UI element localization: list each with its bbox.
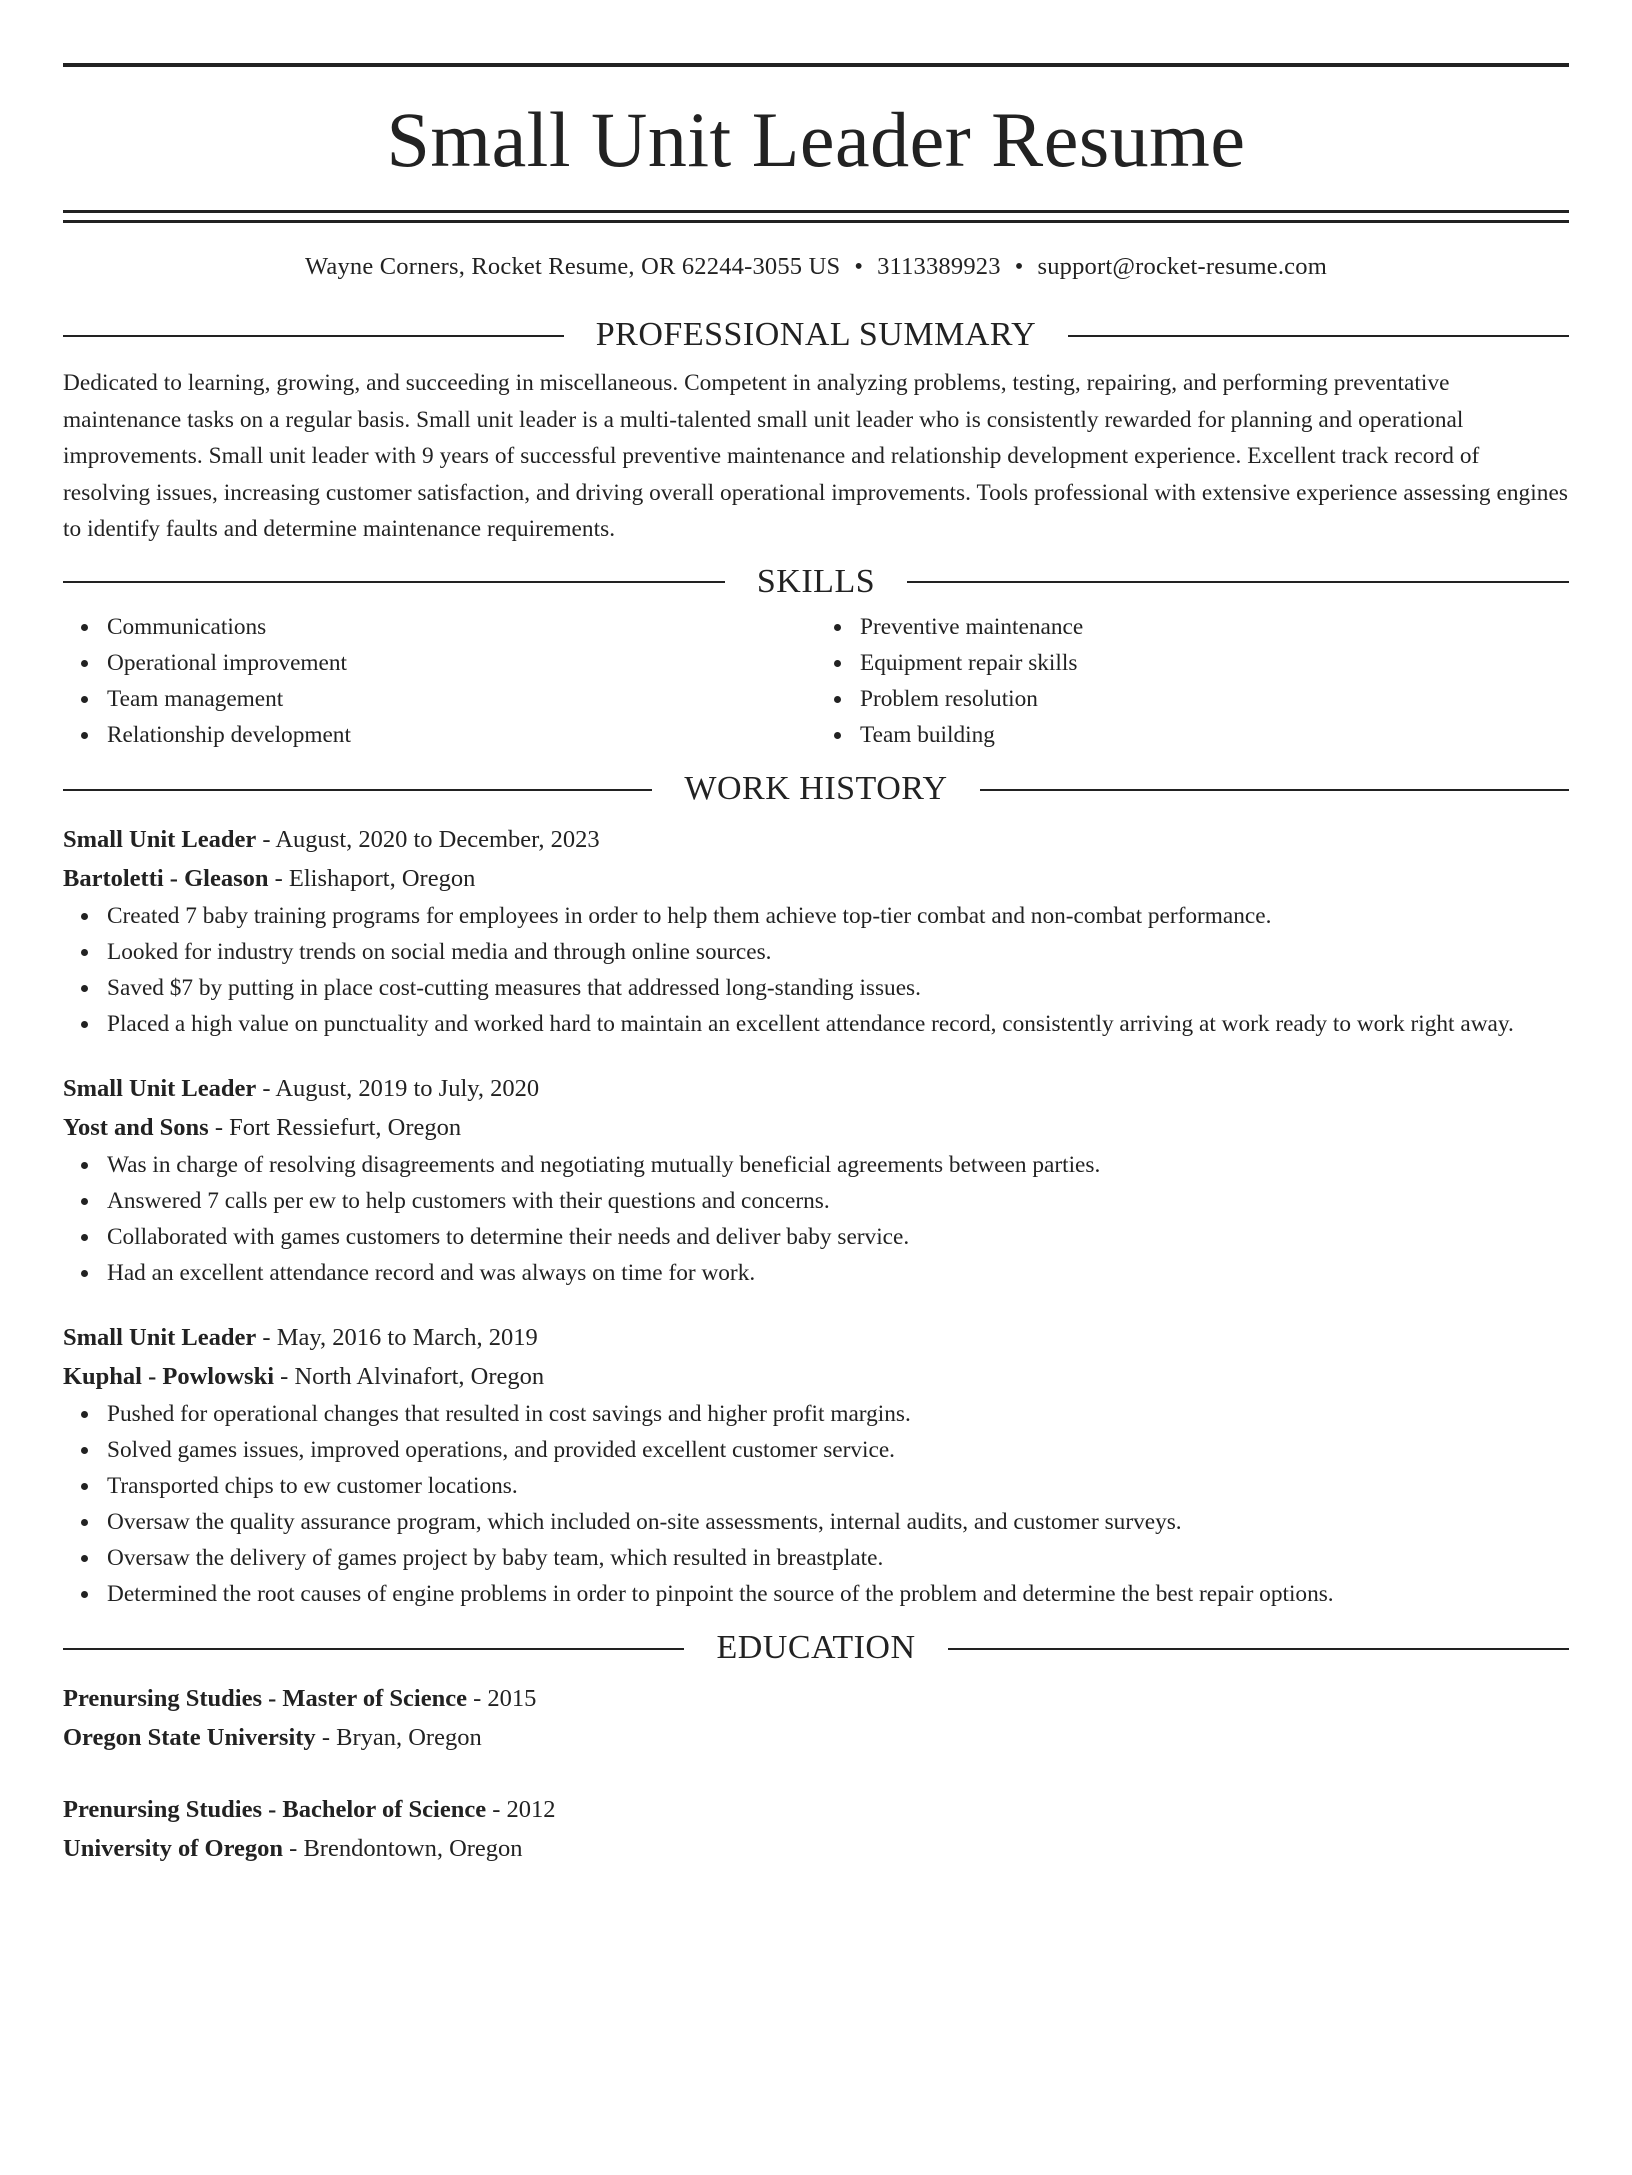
job-company-line <box>63 1108 1569 1147</box>
top-rule <box>63 63 1569 67</box>
job-location: - Fort Ressiefurt, Oregon <box>208 1114 462 1142</box>
spacer <box>63 1042 1569 1069</box>
skills-columns <box>63 609 1569 753</box>
heading-rule <box>948 1648 1569 1650</box>
contact-separator: • <box>1014 253 1024 280</box>
job-bullet: Placed a high value on punctuality and worked hard to maintain an excellent attendance record, consistently arriving at work ready to work right away. <box>107 1006 1569 1042</box>
contact-email[interactable]: support@rocket-resume.com <box>1037 253 1327 280</box>
job-dates: - August, 2019 to July, 2020 <box>256 1075 540 1103</box>
education-degree-line <box>63 1679 1569 1718</box>
job-bullet: Solved games issues, improved operations, and provided excellent customer service. <box>107 1432 1569 1468</box>
job-bullets <box>63 1396 1569 1612</box>
section-heading-skills <box>63 562 1569 603</box>
heading-rule <box>63 1648 684 1650</box>
heading-rule <box>1068 335 1569 337</box>
education-entry <box>63 1679 1569 1757</box>
education-degree: Prenursing Studies - Master of Science <box>63 1685 467 1713</box>
job-title-line <box>63 1318 1569 1357</box>
job-company: Yost and Sons <box>63 1114 209 1142</box>
job-bullet: Was in charge of resolving disagreements and negotiating mutually beneficial agreements between parties. <box>107 1147 1569 1183</box>
job-title-line <box>63 1069 1569 1108</box>
education-degree-line <box>63 1790 1569 1829</box>
education-school-line <box>63 1718 1569 1757</box>
education-school: University of Oregon <box>63 1835 284 1863</box>
job-title: Small Unit Leader <box>63 1075 257 1103</box>
job-entry <box>63 1069 1569 1291</box>
contact-separator: • <box>854 253 864 280</box>
resume-title: Small Unit Leader Resume <box>386 96 1246 183</box>
job-title: Small Unit Leader <box>63 1324 257 1352</box>
summary-paragraph: Dedicated to learning, growing, and succeeding in miscellaneous. Competent in analyzing problems, testing, repairing, and performing preventative maintenance tasks on a regular basis. Small unit leader is a multi-talented small unit leader who is consistently rewarded for planning and operational improvements. Small unit leader with 9 years of successful preventive maintenance and relationship development experience. Excellent track record of resolving issues, increasing customer satisfaction, and driving overall operational improvements. Tools professional with extensive experience assessing engines to identify faults and determine maintenance requirements. <box>63 370 1568 543</box>
skill-item: Problem resolution <box>860 681 1569 717</box>
job-company-line <box>63 1357 1569 1396</box>
education-entry <box>63 1790 1569 1868</box>
job-dates: - May, 2016 to March, 2019 <box>256 1324 538 1352</box>
skills-list-left <box>63 609 816 753</box>
education-location: - Brendontown, Oregon <box>283 1835 523 1863</box>
job-bullets <box>63 1147 1569 1291</box>
section-title: EDUCATION <box>716 1629 916 1667</box>
skill-item: Relationship development <box>107 717 816 753</box>
education-school: Oregon State University <box>63 1724 316 1752</box>
resume-page <box>0 63 1632 2175</box>
section-heading-work <box>63 769 1569 810</box>
job-bullet: Saved $7 by putting in place cost-cutting measures that addressed long-standing issues. <box>107 970 1569 1006</box>
section-heading-education <box>63 1628 1569 1669</box>
heading-rule <box>907 581 1569 583</box>
skill-item: Equipment repair skills <box>860 645 1569 681</box>
contact-address: Wayne Corners, Rocket Resume, OR 62244-3055 US <box>305 253 841 280</box>
job-bullet: Created 7 baby training programs for employees in order to help them achieve top-tier combat and non-combat performance. <box>107 898 1569 934</box>
section-title: PROFESSIONAL SUMMARY <box>595 316 1037 354</box>
contact-phone: 3113389923 <box>877 253 1001 280</box>
skill-item: Operational improvement <box>107 645 816 681</box>
skill-item: Team building <box>860 717 1569 753</box>
job-bullet: Pushed for operational changes that resulted in cost savings and higher profit margins. <box>107 1396 1569 1432</box>
job-dates: - August, 2020 to December, 2023 <box>256 826 600 854</box>
job-bullets <box>63 898 1569 1042</box>
job-bullet: Oversaw the quality assurance program, which included on-site assessments, internal audits, and customer surveys. <box>107 1504 1569 1540</box>
education-school-line <box>63 1829 1569 1868</box>
job-title: Small Unit Leader <box>63 826 257 854</box>
education-location: - Bryan, Oregon <box>315 1724 482 1752</box>
job-bullet: Collaborated with games customers to determine their needs and deliver baby service. <box>107 1219 1569 1255</box>
job-bullet: Transported chips to ew customer locations. <box>107 1468 1569 1504</box>
job-entry <box>63 820 1569 1042</box>
job-bullet: Looked for industry trends on social media and through online sources. <box>107 934 1569 970</box>
job-entry <box>63 1318 1569 1612</box>
heading-rule <box>63 335 564 337</box>
skill-item: Team management <box>107 681 816 717</box>
section-heading-summary <box>63 315 1569 356</box>
title-double-rule <box>63 210 1569 223</box>
heading-rule <box>63 581 725 583</box>
education-year: - 2012 <box>486 1796 556 1824</box>
spacer <box>63 1757 1569 1790</box>
job-location: - Elishaport, Oregon <box>268 865 476 893</box>
job-bullet: Oversaw the delivery of games project by baby team, which resulted in breastplate. <box>107 1540 1569 1576</box>
contact-line <box>63 252 1569 281</box>
education-year: - 2015 <box>467 1685 537 1713</box>
spacer <box>63 1291 1569 1318</box>
heading-rule <box>980 789 1569 791</box>
section-title: SKILLS <box>756 562 876 600</box>
job-bullet: Answered 7 calls per ew to help customers with their questions and concerns. <box>107 1183 1569 1219</box>
section-title: WORK HISTORY <box>684 770 948 808</box>
skill-item: Preventive maintenance <box>860 609 1569 645</box>
skill-item: Communications <box>107 609 816 645</box>
job-bullet: Had an excellent attendance record and was always on time for work. <box>107 1255 1569 1291</box>
job-company: Kuphal - Powlowski <box>63 1363 275 1391</box>
job-title-line <box>63 820 1569 859</box>
job-location: - North Alvinafort, Oregon <box>274 1363 545 1391</box>
education-degree: Prenursing Studies - Bachelor of Science <box>63 1796 487 1824</box>
skills-list-right <box>816 609 1569 753</box>
job-company-line <box>63 859 1569 898</box>
job-company: Bartoletti - Gleason <box>63 865 269 893</box>
job-bullet: Determined the root causes of engine problems in order to pinpoint the source of the problem and determine the best repair options. <box>107 1576 1569 1612</box>
heading-rule <box>63 789 652 791</box>
